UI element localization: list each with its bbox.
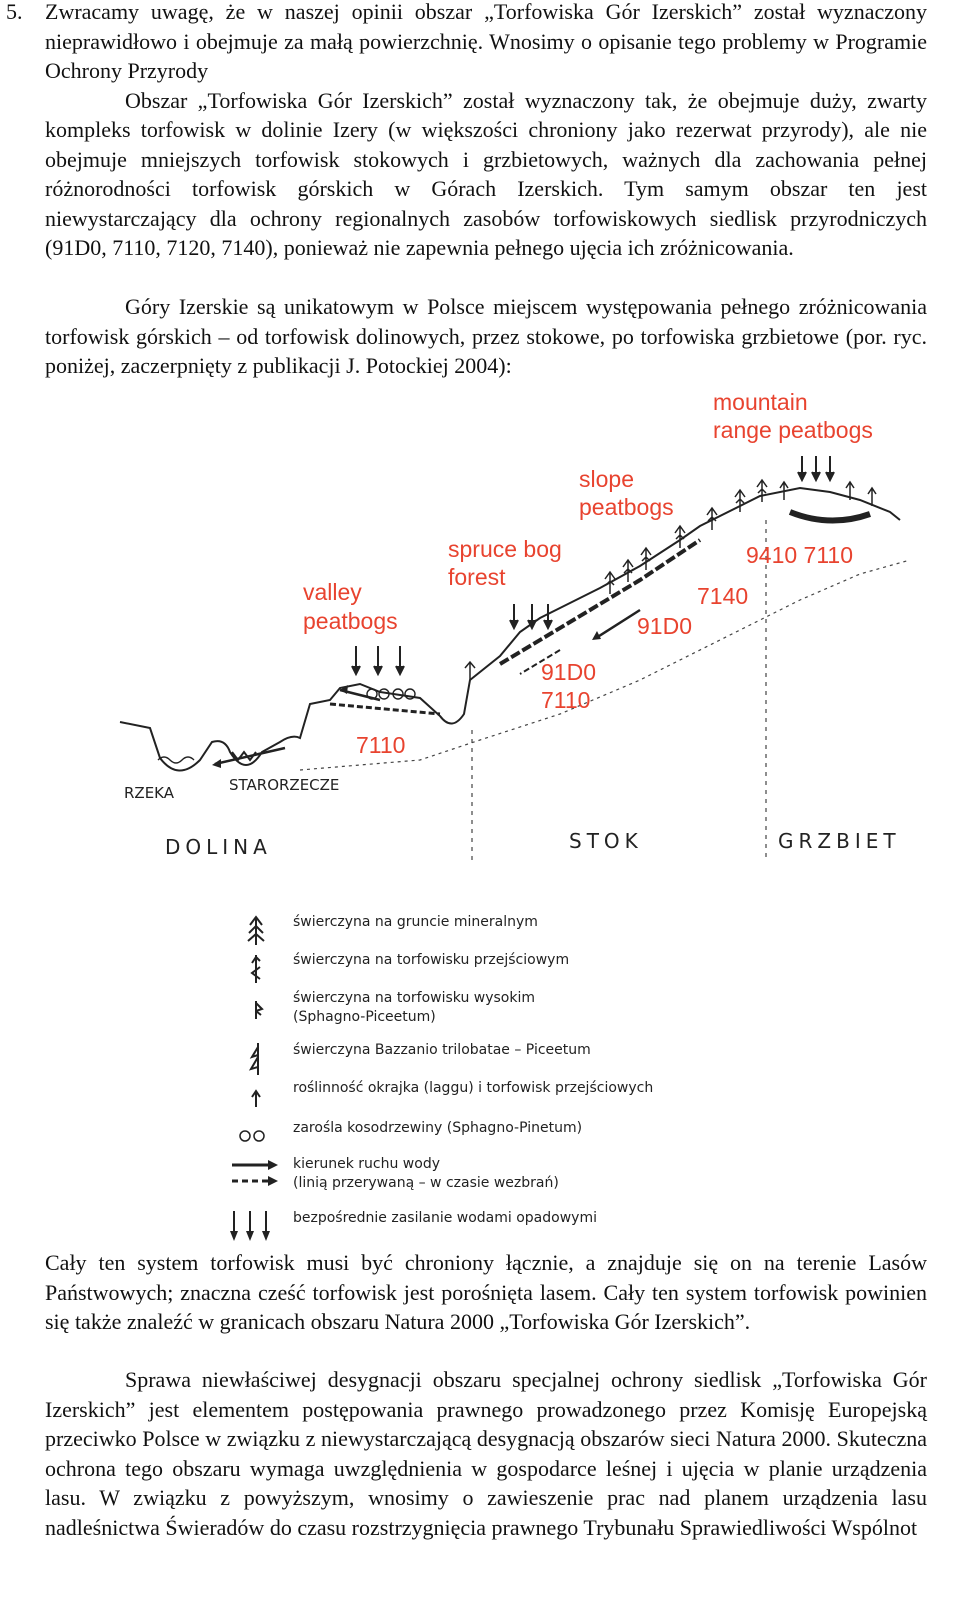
section-number: 5. [6,0,23,24]
tree-bazzania-icon [230,1041,282,1077]
rain-arrows-icon [230,1209,282,1245]
label-grzbiet: GRZBIET [778,829,901,853]
tree-mineral-icon [230,913,282,949]
label-spruce-bog: spruce bog [448,536,562,562]
legend-text: roślinność okrajka (laggu) i torfowisk przejściowych [293,1080,654,1096]
flow-arrow-3 [596,610,640,638]
label-code-91D0-lower: 91D0 [541,659,596,685]
legend-text: zarośla kosodrzewiny (Sphagno-Pinetum) [293,1120,583,1136]
flow-arrow-2-head [212,759,221,768]
label-stok: STOK [569,829,643,853]
label-mountain: mountain [713,389,808,415]
label-forest: forest [448,564,506,590]
rain-arrows-valley [352,646,404,674]
label-valley: valley [303,579,362,605]
label-code-91D0-upper: 91D0 [637,613,692,639]
legend-item [230,1155,690,1201]
label-range-peatbogs: range peatbogs [713,417,873,443]
paragraph-3 [45,292,927,381]
paragraph-4 [45,1248,927,1337]
sprout-icon [230,1079,282,1115]
paragraph-1-text: Zwracamy uwagę, że w naszej opinii obszar „Torfowiska Gór Izerskich” został wyznaczony nieprawidłowo i obejmuje za małą powierzchnię. Wnosimy o opisanie tego problemy w Programie Ochrony Przyrody [45,0,927,83]
paragraph-2 [45,86,927,263]
legend-text: kierunek ruchu wody (linią przerywaną – w czasie wezbrań) [293,1156,559,1191]
water-flow-arrow-icon [230,1155,282,1191]
legend-item [230,1209,690,1245]
label-code-9410-7110: 9410 7110 [746,542,854,568]
rain-arrows-mountain [798,456,834,480]
ridge-peat-layer [790,512,870,521]
paragraph-1 [45,0,927,86]
label-code-7110-mid: 7110 [541,687,591,713]
paragraph-4-text: Cały ten system torfowisk musi być chroniony łącznie, a znajduje się on na terenie Lasów Państwowych; znaczna cześć torfowisk jest porośnięta lasem. Cały ten system torfowisk powinien się także znaleźć w granicach obszaru Natura 2000 „Torfowiska Gór Izerskich”. [45,1250,927,1334]
terrain-surface-line [120,488,900,771]
legend-item [230,1079,690,1115]
legend-item [230,951,690,987]
valley-peat-layer [330,704,440,714]
tree-raised-icon [230,989,282,1025]
legend-item [230,989,690,1035]
circles-icon [230,1119,282,1155]
legend-text: świerczyna na torfowisku wysokim (Sphagno-Piceetum) [293,990,535,1025]
legend-item [230,913,690,949]
legend-text: świerczyna Bazzanio trilobatae – Piceetum [293,1042,591,1058]
label-slope: slope [579,466,634,492]
label-slope-peatbogs: peatbogs [579,494,674,520]
legend-text: świerczyna na gruncie mineralnym [293,914,538,930]
legend-item [230,1041,690,1077]
label-starorzecze: STARORZECZE [229,776,340,794]
tree-transitional-icon [230,951,282,987]
paragraph-3-text: Góry Izerskie są unikatowym w Polsce miejscem występowania pełnego zróżnicowania torfowisk górskich – od torfowisk dolinowych, przez stokowe, po torfowiska grzbietowe (por. ryc. poniżej, zaczerpnięty z publikacji J. Potockiej 2004): [45,294,927,378]
label-dolina: DOLINA [165,835,272,859]
paragraph-5-text: Sprawa niewłaściwej desygnacji obszaru specjalnej ochrony siedlisk „Torfowiska Gór Izerskich” jest elementem postępowania prawnego prowadzonego przez Komisję Europejską przeciwko Polsce w związku z niewystarczającą desygnacją obszarów sieci Natura 2000. Skuteczna ochrona tego obszaru wymaga uwzględnienia w gospodarce leśnej i ujęcia w planie urządzenia lasu. W związku z powyższym, wnosimy o zawieszenie prac nad planem urządzenia lasu nadleśnictwa Świeradów do czasu rozstrzygnięcia prawnego Trybunału Sprawiedliwości Wspólnot [45,1367,927,1540]
legend-text: bezpośrednie zasilanie wodami opadowymi [293,1210,597,1226]
label-code-7140: 7140 [697,583,749,609]
paragraph-5 [45,1365,927,1542]
label-valley-peatbogs: peatbogs [303,608,398,634]
legend-text: świerczyna na torfowisku przejściowym [293,952,570,968]
label-rzeka: RZEKA [124,784,175,802]
legend-item [230,1119,690,1155]
peatbog-cross-section-figure [0,380,960,900]
paragraph-2-text: Obszar „Torfowiska Gór Izerskich” został wyznaczony tak, że obejmuje duży, zwarty kompleks torfowisk w dolinie Izery (w większości chroniony jako rezerwat przyrody), ale nie obejmuje mniejszych torfowisk stokowych i grzbietowych, ważnych dla zachowania pełnej różnorodności torfowisk górskich w Górach Izerskich. Tym samym obszar ten jest niewystarczający dla ochrony regionalnych zasobów torfowiskowych siedlisk przyrodniczych (91D0, 7110, 7120, 7140), ponieważ nie zapewnia pełnego ujęcia ich zróżnicowania. [45,87,927,260]
label-code-7110-low: 7110 [356,732,406,758]
